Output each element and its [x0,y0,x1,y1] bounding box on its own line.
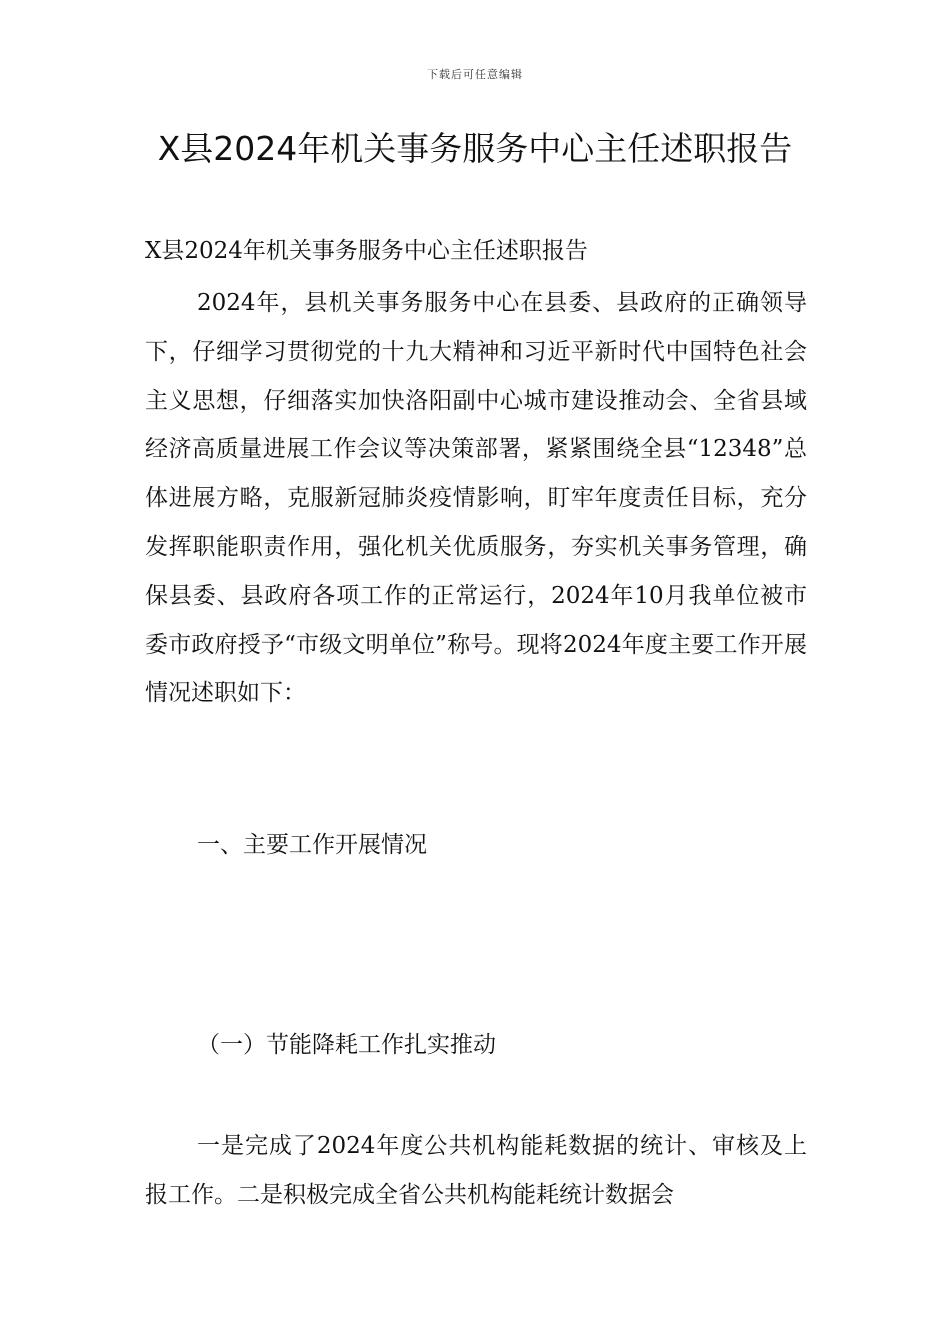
header-note: 下载后可任意编辑 [427,68,523,81]
subsection-heading-energy-saving: （一）节能降耗工作扎实推动 [197,1032,496,1058]
energy-saving-paragraph: 一是完成了2024年度公共机构能耗数据的统计、审核及上报工作。二是积极完成全省公共机构能耗统计数据会 [145,1133,807,1208]
intro-paragraph: 2024年，县机关事务服务中心在县委、县政府的正确领导下，仔细学习贯彻党的十九大精神和习近平新时代中国特色社会主义思想，仔细落实加快洛阳副中心城市建设推动会、全省县域经济高质量进展工作会议等决策部署，紧紧围绕全县“12348”总体进展方略，克服新冠肺炎疫情影响，盯牢年度责任目标，充分发挥职能职责作用，强化机关优质服务，夯实机关事务管理，确保县委、县政府各项工作的正常运行，2024年10月我单位被市委市政府授予“市级文明单位”称号。现将2024年度主要工作开展情况述职如下： [145,290,807,707]
section-heading-main-work: 一、主要工作开展情况 [197,832,427,858]
document-subtitle: X县2024年机关事务服务中心主任述职报告 [145,238,588,264]
document-title: X县2024年机关事务服务中心主任述职报告 [157,129,793,168]
